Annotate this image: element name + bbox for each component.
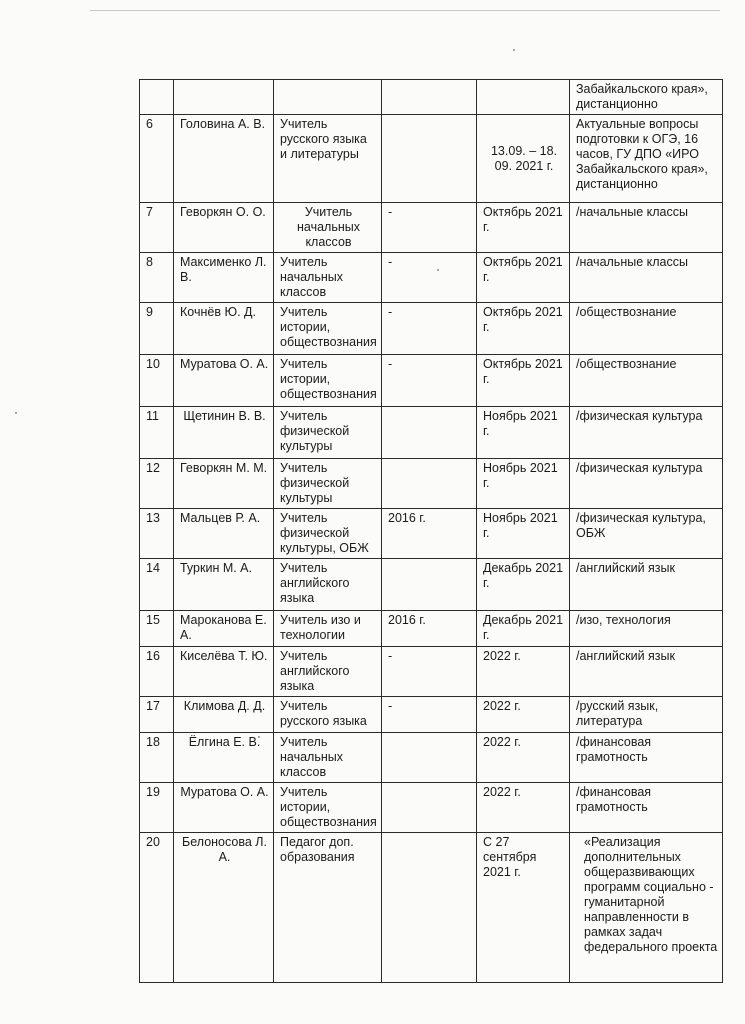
cell-year	[382, 459, 477, 509]
cell-year: -	[382, 253, 477, 303]
cell-date: Октябрь 2021 г.	[477, 355, 570, 407]
cell-course: /физическая культура	[570, 459, 723, 509]
cell-name: Геворкян О. О.	[174, 203, 274, 253]
cell-name: Максименко Л. В.	[174, 253, 274, 303]
cell-name: Кочнёв Ю. Д.	[174, 303, 274, 355]
table-row	[140, 459, 723, 509]
cell-date: 2022 г.	[477, 697, 570, 733]
cell-year: 2016 г.	[382, 611, 477, 647]
table-row	[140, 303, 723, 355]
cell-name: Геворкян М. М.	[174, 459, 274, 509]
cell-year	[382, 783, 477, 833]
cell-year: -	[382, 647, 477, 697]
cell-year	[382, 115, 477, 203]
cell-date: Октябрь 2021 г.	[477, 203, 570, 253]
cell-num: 7	[140, 203, 174, 253]
cell-num: 17	[140, 697, 174, 733]
cell-year	[382, 407, 477, 459]
cell-name: Киселёва Т. Ю.	[174, 647, 274, 697]
cell-position: Учитель английского языка	[274, 559, 382, 611]
cell-date: 2022 г.	[477, 733, 570, 783]
table-row	[140, 203, 723, 253]
cell-year: 2016 г.	[382, 509, 477, 559]
table-row	[140, 697, 723, 733]
scan-speck	[513, 49, 515, 51]
cell-date	[477, 80, 570, 115]
cell-position: Педагог доп. образования	[274, 833, 382, 983]
cell-num: 14	[140, 559, 174, 611]
cell-year: -	[382, 203, 477, 253]
cell-num: 6	[140, 115, 174, 203]
cell-name: Щетинин В. В.	[174, 407, 274, 459]
cell-position: Учитель начальных классов	[274, 253, 382, 303]
table-row	[140, 647, 723, 697]
cell-year: -	[382, 303, 477, 355]
table-row	[140, 833, 723, 983]
cell-position: Учитель английского языка	[274, 647, 382, 697]
cell-name: Муратова О. А.	[174, 783, 274, 833]
cell-course: /начальные классы	[570, 253, 723, 303]
cell-name: Мальцев Р. А.	[174, 509, 274, 559]
cell-date: Ноябрь 2021 г.	[477, 509, 570, 559]
cell-year	[382, 733, 477, 783]
cell-date: 13.09. – 18. 09. 2021 г.	[477, 115, 570, 203]
cell-course: /физическая культура	[570, 407, 723, 459]
cell-date: Ноябрь 2021 г.	[477, 459, 570, 509]
table-row	[140, 559, 723, 611]
cell-year: -	[382, 355, 477, 407]
cell-position: Учитель русского языка	[274, 697, 382, 733]
cell-course: /английский язык	[570, 647, 723, 697]
cell-date: 2022 г.	[477, 647, 570, 697]
cell-position: Учитель истории, обществознания	[274, 783, 382, 833]
cell-date: Октябрь 2021 г.	[477, 303, 570, 355]
cell-course: /финансовая грамотность	[570, 783, 723, 833]
cell-course: /обществознание	[570, 303, 723, 355]
cell-name: Белоносова Л. А.	[174, 833, 274, 983]
table-row	[140, 80, 723, 115]
cell-course: /начальные классы	[570, 203, 723, 253]
cell-course: «Реализация дополнительных общеразвивающих программ социально - гуманитарной направленности в рамках задач федерального проекта	[570, 833, 723, 983]
cell-num: 16	[140, 647, 174, 697]
cell-course: /финансовая грамотность	[570, 733, 723, 783]
cell-name: Муратова О. А.	[174, 355, 274, 407]
cell-date: 2022 г.	[477, 783, 570, 833]
cell-num: 8	[140, 253, 174, 303]
table-row	[140, 611, 723, 647]
cell-name: Климова Д. Д.	[174, 697, 274, 733]
cell-course: /обществознание	[570, 355, 723, 407]
cell-position: Учитель истории, обществознания	[274, 303, 382, 355]
scan-edge-line	[90, 10, 720, 11]
cell-num	[140, 80, 174, 115]
cell-year	[382, 833, 477, 983]
cell-date: Ноябрь 2021 г.	[477, 407, 570, 459]
cell-num: 10	[140, 355, 174, 407]
cell-year: -	[382, 697, 477, 733]
cell-year	[382, 80, 477, 115]
cell-num: 19	[140, 783, 174, 833]
cell-course: /английский язык	[570, 559, 723, 611]
table-row	[140, 407, 723, 459]
cell-position: Учитель изо и технологии	[274, 611, 382, 647]
cell-num: 18	[140, 733, 174, 783]
cell-course: /физическая культура, ОБЖ	[570, 509, 723, 559]
cell-date: Декабрь 2021 г.	[477, 559, 570, 611]
cell-position: Учитель истории, обществознания	[274, 355, 382, 407]
cell-num: 11	[140, 407, 174, 459]
cell-date: Декабрь 2021 г.	[477, 611, 570, 647]
cell-course: /русский язык, литература	[570, 697, 723, 733]
cell-position	[274, 80, 382, 115]
cell-num: 13	[140, 509, 174, 559]
table-row	[140, 783, 723, 833]
cell-year	[382, 559, 477, 611]
cell-num: 15	[140, 611, 174, 647]
cell-name: Ёлгина Е. В.	[174, 733, 274, 783]
cell-course: /изо, технология	[570, 611, 723, 647]
cell-course: Забайкальского края», дистанционно	[570, 80, 723, 115]
cell-position: Учитель начальных классов	[274, 203, 382, 253]
table-row	[140, 509, 723, 559]
cell-position: Учитель физической культуры	[274, 407, 382, 459]
cell-num: 20	[140, 833, 174, 983]
scan-speck	[15, 412, 17, 414]
cell-name: Туркин М. А.	[174, 559, 274, 611]
cell-date: Октябрь 2021 г.	[477, 253, 570, 303]
cell-name	[174, 80, 274, 115]
table-row	[140, 115, 723, 203]
cell-name: Мароканова Е. А.	[174, 611, 274, 647]
cell-position: Учитель русского языка и литературы	[274, 115, 382, 203]
cell-date: С 27 сентября 2021 г.	[477, 833, 570, 983]
cell-position: Учитель начальных классов	[274, 733, 382, 783]
cell-position: Учитель физической культуры, ОБЖ	[274, 509, 382, 559]
cell-course: Актуальные вопросы подготовки к ОГЭ, 16 часов, ГУ ДПО «ИРО Забайкальского края», дистанционно	[570, 115, 723, 203]
cell-num: 9	[140, 303, 174, 355]
table-row	[140, 253, 723, 303]
table-row	[140, 733, 723, 783]
cell-name: Головина А. В.	[174, 115, 274, 203]
cell-num: 12	[140, 459, 174, 509]
table-row	[140, 355, 723, 407]
cell-position: Учитель физической культуры	[274, 459, 382, 509]
staff-training-table	[139, 79, 723, 983]
